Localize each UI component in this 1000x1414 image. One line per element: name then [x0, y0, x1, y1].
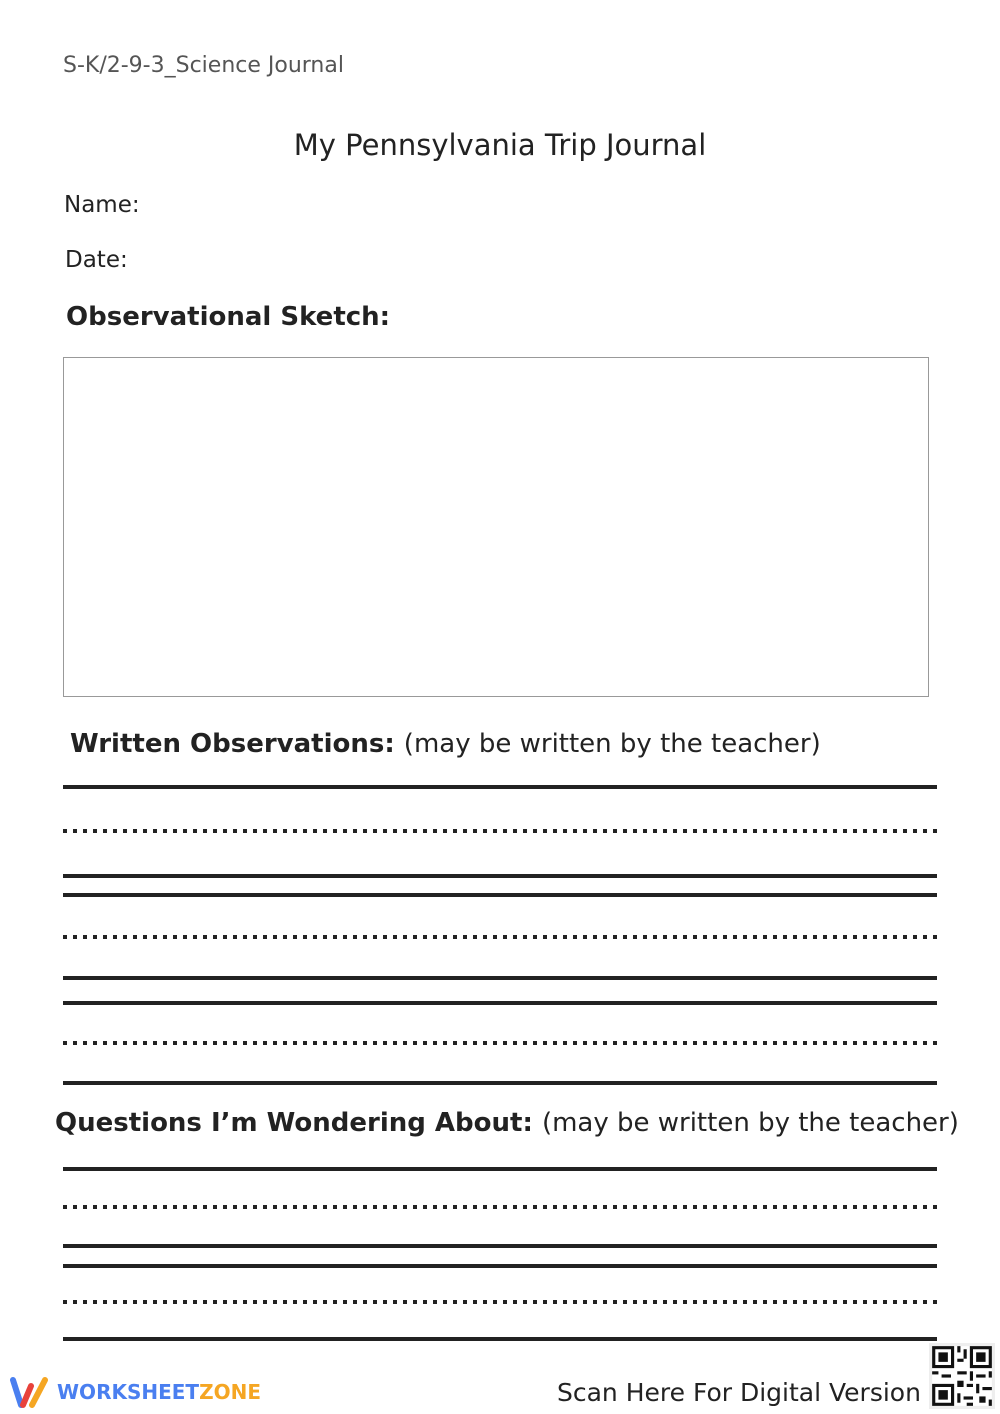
writing-line: [63, 874, 937, 878]
brand-part2: ZONE: [199, 1380, 261, 1404]
date-label: Date:: [65, 247, 128, 273]
sketch-heading: Observational Sketch:: [66, 302, 391, 332]
qr-code-icon[interactable]: [929, 1343, 995, 1409]
writing-line: [63, 1337, 937, 1341]
scan-text: Scan Here For Digital Version: [557, 1378, 921, 1407]
writing-midline: [63, 829, 937, 833]
questions-heading: [55, 1108, 959, 1138]
writing-midline: [63, 1300, 937, 1304]
writing-midline: [63, 1041, 937, 1045]
worksheet-code: S-K/2-9-3_Science Journal: [63, 53, 344, 78]
worksheetzone-logo-icon: [8, 1376, 52, 1410]
writing-line: [63, 1001, 937, 1005]
writing-line: [63, 785, 937, 789]
writing-line: [63, 1244, 937, 1248]
questions-note: (may be written by the teacher): [541, 1108, 959, 1138]
written-heading-text: Written Observations:: [70, 729, 395, 759]
writing-line: [63, 1167, 937, 1171]
page-title: My Pennsylvania Trip Journal: [293, 128, 707, 162]
written-note: (may be written by the teacher): [403, 729, 821, 759]
writing-midline: [63, 935, 937, 939]
name-label: Name:: [64, 192, 140, 218]
writing-line: [63, 1081, 937, 1085]
writing-line: [63, 893, 937, 897]
questions-heading-text: Questions I’m Wondering About:: [55, 1108, 533, 1138]
writing-midline: [63, 1205, 937, 1209]
brand-part1: WORKSHEET: [57, 1380, 200, 1404]
sketch-box[interactable]: [63, 357, 929, 697]
written-heading: [70, 729, 821, 759]
writing-line: [63, 1264, 937, 1268]
brand-name: [57, 1380, 261, 1404]
writing-line: [63, 976, 937, 980]
